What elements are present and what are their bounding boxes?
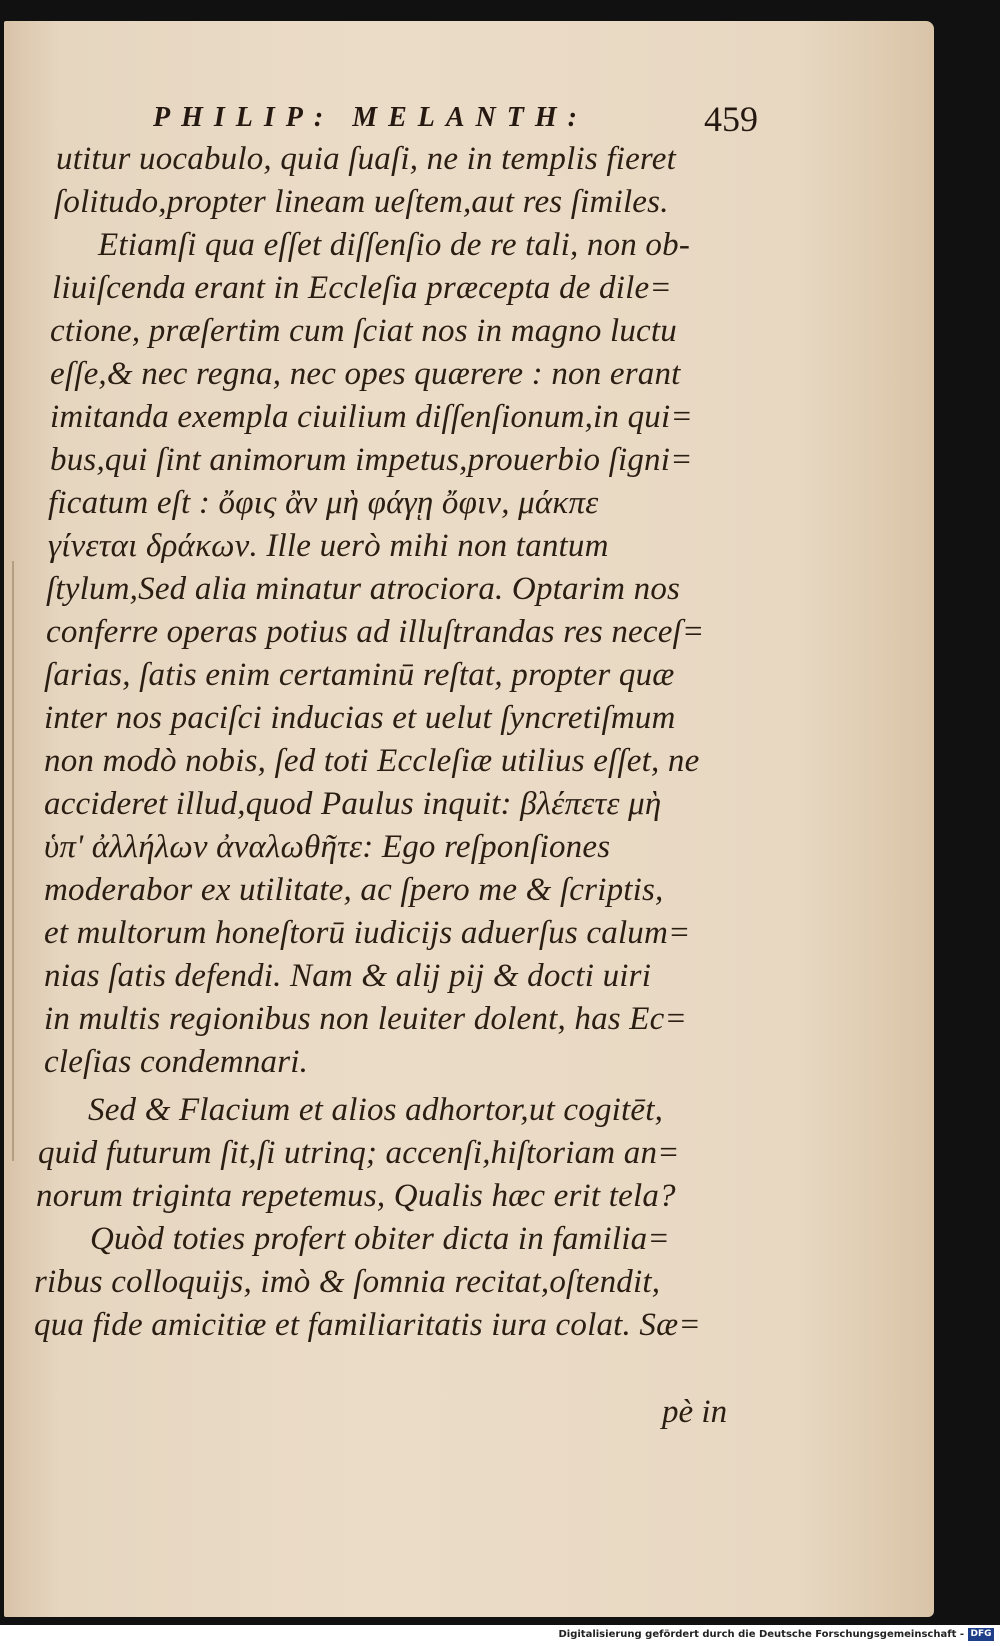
text-line: Etiamſi qua eſſet diſſenſio de re tali, non ob- [98,227,691,263]
text-line: ribus colloquijs, imò & ſomnia recitat,oſtendit, [34,1264,661,1300]
text-line: bus,qui ſint animorum impetus,prouerbio ſigni= [50,442,693,478]
text-line: conferre operas potius ad illuſtrandas res neceſ= [46,614,705,650]
text-line: Quòd toties profert obiter dicta in familia= [90,1221,670,1257]
text-line: Sed & Flacium et alios adhortor,ut cogitēt, [88,1092,664,1128]
running-head-title: PHILIP: MELANTH: [153,102,588,133]
text-line: γίνεται δράκων. Ille uerò mihi non tantum [48,528,609,564]
text-line: ficatum eſt : ὄφις ἂν μὴ φάγῃ ὄφιν, μάκπε [48,485,599,521]
text-line: et multorum honeſtorū iudicijs aduerſus calum= [44,915,691,951]
catchword: pè in [662,1394,728,1430]
text-line: imitanda exempla ciuilium diſſenſionum,in qui= [50,399,693,435]
text-line: non modò nobis, ſed toti Eccleſiæ utilius eſſet, ne [44,743,700,779]
text-line: quid futurum ſit,ſi utrinq; accenſi,hiſtoriam an= [38,1135,680,1171]
text-line: inter nos paciſci inducias et uelut ſyncretiſmum [44,700,676,736]
text-line: ctione, præſertim cum ſciat nos in magno luctu [50,313,677,349]
text-line: moderabor ex utilitate, ac ſpero me & ſcriptis, [44,872,664,908]
page-number: 459 [704,99,758,139]
text-line: accideret illud,quod Paulus inquit: βλέπετε μὴ [44,786,662,822]
text-line: ſarias, ſatis enim certaminū reſtat, propter quæ [44,657,675,693]
text-line: liuiſcenda erant in Eccleſia præcepta de dile= [52,270,672,306]
text-line: cleſias condemnari. [44,1044,309,1080]
text-line: ſtylum,Sed alia minatur atrociora. Optarim nos [46,571,681,607]
digitization-credit: Digitalisierung gefördert durch die Deutsche Forschungsgemeinschaft - [558,1629,964,1640]
text-line: ſolitudo,propter lineam ueſtem,aut res ſimiles. [54,184,669,220]
text-line: in multis regionibus non leuiter dolent, has Ec= [44,1001,687,1037]
text-line: ὑπ' ἀλλήλων ἀναλωθῆτε: Ego reſponſiones [44,829,611,865]
running-head [108,99,758,142]
text-line: norum triginta repetemus, Qualis hæc erit tela? [36,1178,676,1214]
dfg-logo-icon: DFG [968,1628,994,1641]
text-line: nias ſatis defendi. Nam & alij pij & docti uiri [44,958,652,994]
text-line: eſſe,& nec regna, nec opes quærere : non erant [50,356,681,392]
digitization-footer [0,1625,1000,1646]
text-line: qua fide amicitiæ et familiaritatis iura colat. Sæ= [34,1307,701,1343]
text-line: utitur uocabulo, quia ſuaſi, ne in templis fieret [56,141,676,177]
